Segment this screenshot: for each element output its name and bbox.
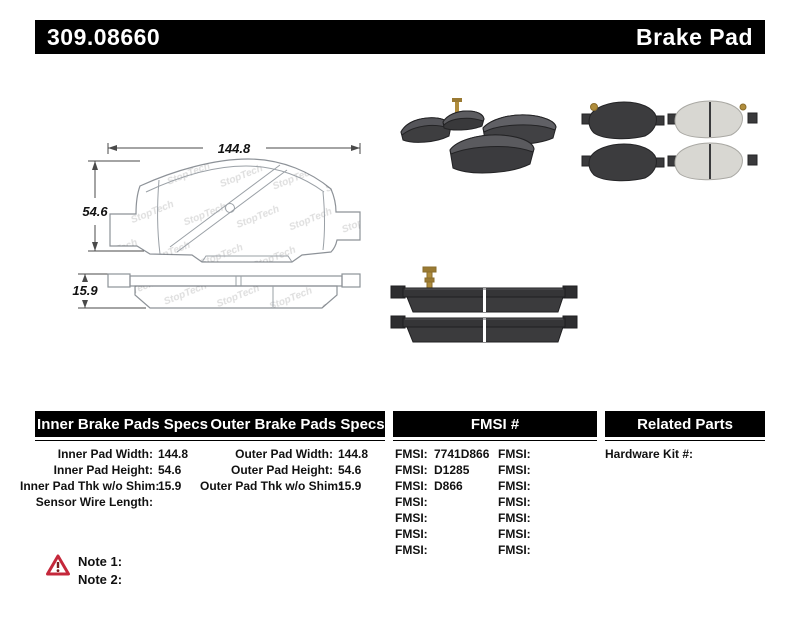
fmsi-value: D866 (434, 479, 463, 493)
photo-pad-set-flat (580, 86, 760, 198)
spec-label: Outer Pad Width: (235, 447, 333, 461)
fmsi-value: 7741D866 (434, 447, 490, 461)
related-row (605, 446, 698, 462)
fmsi-label: FMSI: (498, 527, 531, 541)
fmsi-label: FMSI: (395, 527, 428, 541)
fmsi-row (498, 510, 537, 526)
inner-specs-header: Inner Brake Pads Specs (37, 415, 208, 433)
fmsi-row (498, 526, 537, 542)
related-header-column (605, 411, 765, 441)
spec-value: 54.6 (338, 463, 362, 477)
related-parts-header: Related Parts (637, 415, 733, 433)
fmsi-label: FMSI: (395, 463, 428, 477)
photo-pad-edge-view (385, 258, 585, 353)
note-2: Note 2: (78, 572, 123, 587)
fmsi-header-column (393, 411, 597, 441)
fmsi-row (395, 510, 434, 526)
fmsi-row (498, 446, 537, 462)
fmsi-row (498, 462, 537, 478)
spec-row (200, 446, 368, 462)
spec-value: 144.8 (338, 447, 369, 461)
warning-triangle-icon (46, 553, 70, 577)
fmsi-row (395, 478, 463, 494)
dim-width-label: 144.8 (217, 141, 251, 156)
dim-height-label: 54.6 (82, 204, 108, 219)
fmsi-label: FMSI: (498, 495, 531, 509)
title-bar (35, 20, 765, 54)
fmsi-row (498, 478, 537, 494)
part-number: 309.08660 (47, 23, 161, 50)
dimension-width (108, 141, 360, 156)
technical-drawing (40, 128, 390, 328)
product-type: Brake Pad (635, 23, 753, 50)
fmsi-label: FMSI: (395, 511, 428, 525)
related-header-bar (605, 411, 765, 437)
fmsi-row (395, 462, 469, 478)
note-1: Note 1: (78, 554, 123, 569)
specs-header-column (35, 411, 385, 441)
spec-value: 15.9 (158, 479, 182, 493)
spec-value: 144.8 (158, 447, 189, 461)
spec-row (20, 446, 188, 462)
fmsi-header-bar (393, 411, 597, 437)
spec-row (20, 478, 181, 494)
fmsi-label: FMSI: (395, 447, 428, 461)
fmsi-row (498, 542, 537, 558)
fmsi-label: FMSI: (498, 543, 531, 557)
spec-label: Inner Pad Width: (57, 447, 153, 461)
fmsi-row (395, 494, 434, 510)
fmsi-label: FMSI: (498, 511, 531, 525)
fmsi-value: D1285 (434, 463, 470, 477)
fmsi-header: FMSI # (470, 415, 520, 433)
fmsi-row (395, 446, 489, 462)
fmsi-label: FMSI: (498, 447, 531, 461)
fmsi-label: FMSI: (395, 479, 428, 493)
spec-label: Outer Pad Height: (230, 463, 333, 477)
photo-pad-set-perspective (395, 88, 575, 198)
spec-label: Sensor Wire Length: (35, 495, 153, 509)
fmsi-label: FMSI: (395, 495, 428, 509)
outer-specs-header: Outer Brake Pads Specs (210, 415, 385, 433)
spec-label: Inner Pad Thk w/o Shim: (20, 479, 160, 493)
pad-front-view (110, 159, 360, 262)
spec-value: 54.6 (158, 463, 182, 477)
spec-row (20, 462, 181, 478)
dim-thickness-label: 15.9 (72, 283, 98, 298)
fmsi-row (395, 526, 434, 542)
fmsi-label: FMSI: (498, 479, 531, 493)
specs-header-bar (35, 411, 385, 437)
related-label: Hardware Kit #: (605, 447, 694, 461)
fmsi-row (395, 542, 434, 558)
spec-label: Inner Pad Height: (53, 463, 153, 477)
spec-row (200, 478, 361, 494)
spec-value: 15.9 (338, 479, 362, 493)
fmsi-label: FMSI: (395, 543, 428, 557)
spec-row (200, 462, 361, 478)
spec-row (20, 494, 158, 510)
fmsi-row (498, 494, 537, 510)
spec-label: Outer Pad Thk w/o Shim: (200, 479, 343, 493)
pad-side-view (108, 274, 360, 308)
fmsi-label: FMSI: (498, 463, 531, 477)
